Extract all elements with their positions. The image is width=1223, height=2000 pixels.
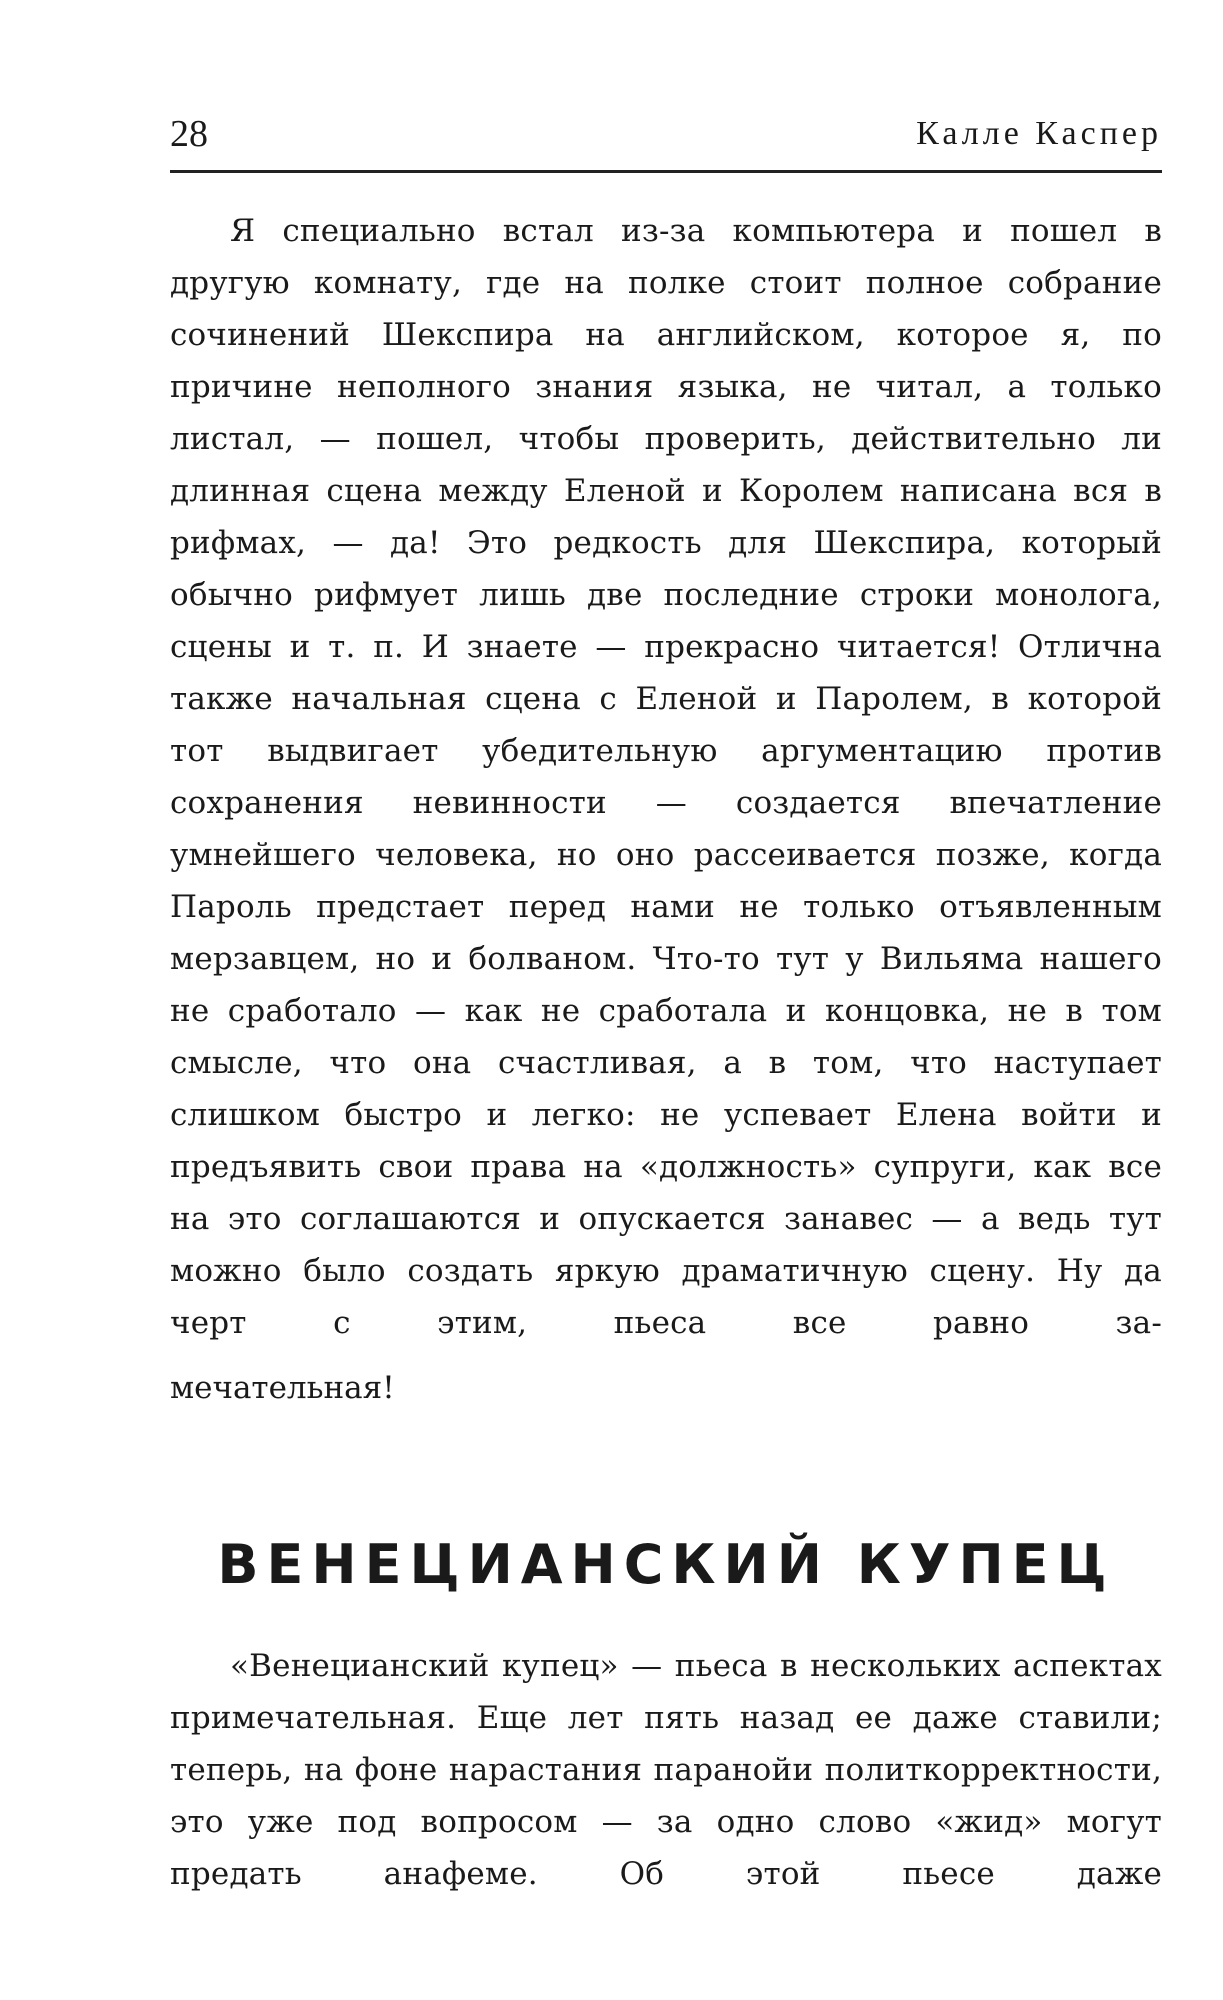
header-rule [170,170,1162,173]
paragraph-2-text: «Венецианский купец» — пьеса в нескольких аспектах примечательная. Еще лет пять назад ее даже ставили; теперь, на фоне нарастания паранойи политкорректности, это уже под вопросом — за одно слово «жид» могут предать анафеме. Об этой пьесе даже [170,1648,1162,1892]
author-name: Калле Каспер [916,115,1162,152]
section-heading: ВЕНЕЦИАНСКИЙ КУПЕЦ [217,1533,1115,1596]
page-number: 28 [170,113,208,155]
paragraph-1 [170,205,1162,1349]
paragraph-2 [170,1640,1162,1900]
paragraph-1-end: мечательная! [170,1370,395,1406]
book-page [170,0,1162,2000]
running-head [170,112,1162,162]
paragraph-1-text: Я специально встал из-за компьютера и пошел в другую комнату, где на полке стоит полное собрание сочинений Шекспира на английском, которое я, по причине неполного знания языка, не читал, а только листал, — пошел, чтобы проверить, действительно ли длинная сцена между Еленой и Королем написана вся в рифмах, — да! Это редкость для Шекспира, который обычно рифмует лишь две последние строки монолога, сцены и т. п. И знаете — прекрасно читается! Отлична также начальная сцена с Еленой и Паролем, в которой тот выдвигает убедительную аргументацию против сохранения невинности — создается впечатление умнейшего человека, но оно рассеивается позже, когда Пароль предстает перед нами не только отъявленным мерзавцем, но и болваном. Что-то тут у Вильяма нашего не сработало — как не сработала и концовка, не в том смысле, что она счастливая, а в том, что наступает слишком быстро и легко: не успевает Елена войти и предъявить свои права на «должность» супруги, как все на это соглашаются и опускается занавес — а ведь тут можно было создать яркую драматичную сцену. Ну да черт с этим, пьеса все равно за- [170,213,1162,1341]
